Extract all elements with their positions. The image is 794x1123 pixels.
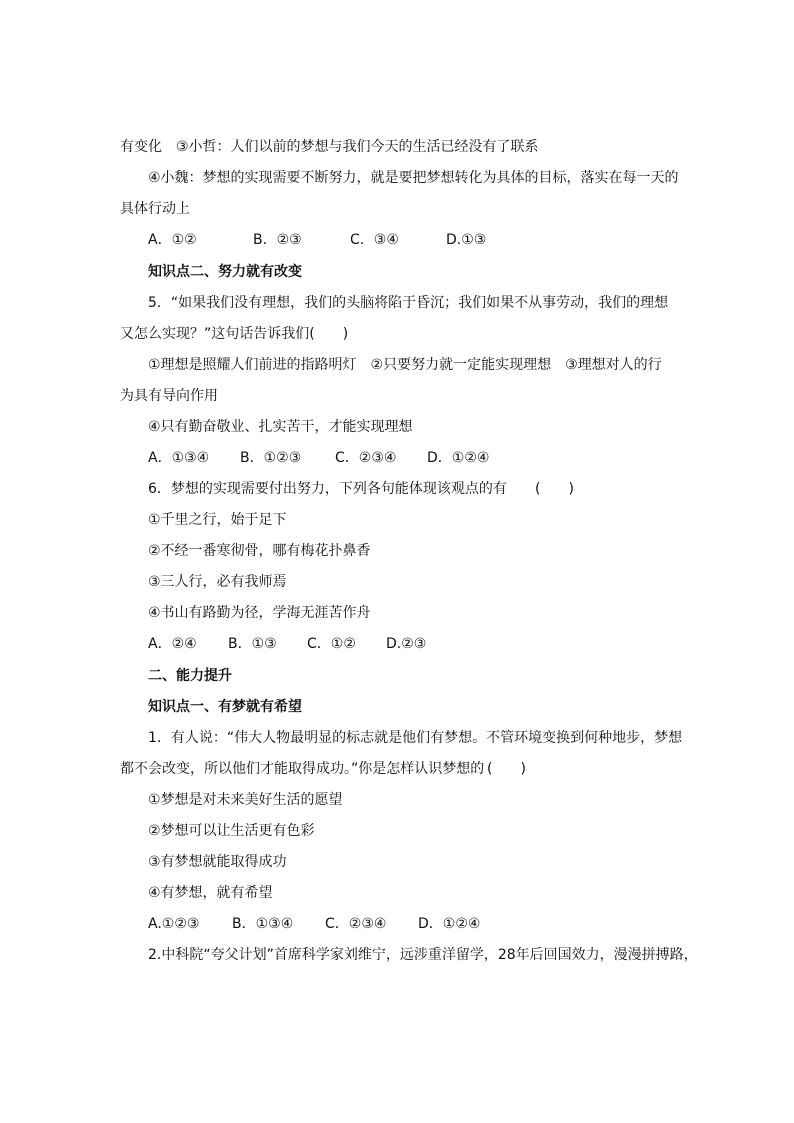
- option-a: A．①③④: [148, 450, 210, 466]
- text-line: 为具有导向作用: [120, 388, 218, 404]
- option-a: A.①②③: [148, 916, 200, 932]
- text-line: ①理想是照耀人们前进的指路明灯 ②只要努力就一定能实现理想 ③理想对人的行: [148, 357, 662, 373]
- option-d: D．①②④: [418, 916, 481, 932]
- text-line: ④书山有路勤为径，学海无涯苦作舟: [148, 605, 371, 621]
- question-5: 5．“如果我们没有理想，我们的头脑将陷于昏沉；我们如果不从事劳动，我们的理想: [148, 295, 669, 311]
- option-c: C．②③④: [335, 450, 397, 466]
- text-line: ①千里之行，始于足下: [148, 512, 287, 528]
- question-6: 6．梦想的实现需要付出努力，下列各句能体现该观点的有: [148, 481, 507, 497]
- question-2: 2.中科院“夸父计划”首席科学家刘维宁，远涉重洋留学，28年后回国效力，漫漫拼搏路，: [148, 947, 698, 963]
- option-c: C．②③④: [325, 916, 387, 932]
- option-c: C．①②: [307, 636, 356, 652]
- option-c: C．③④: [350, 232, 399, 248]
- text-line: 又怎么实现？”这句话告诉我们( ): [120, 326, 349, 342]
- option-d: D.①③: [446, 232, 487, 248]
- option-a: A．①②: [148, 232, 197, 248]
- text-line: ④只有勤奋敬业、扎实苦干，才能实现理想: [148, 419, 413, 435]
- answer-brackets: ( ): [535, 481, 574, 497]
- text-line: ②不经一番寒彻骨，哪有梅花扑鼻香: [148, 543, 371, 559]
- text-line: ②梦想可以让生活更有色彩: [148, 823, 315, 839]
- text-line: 有变化 ③小哲：人们以前的梦想与我们今天的生活已经没有了联系: [120, 139, 539, 155]
- text-line: ④小魏：梦想的实现需要不断努力，就是要把梦想转化为具体的目标，落实在每一天的: [148, 170, 679, 186]
- answer-brackets: ( ): [487, 761, 526, 777]
- section-heading: 二、能力提升: [148, 668, 232, 684]
- option-a: A．②④: [148, 636, 197, 652]
- text-line: 具体行动上: [120, 201, 190, 217]
- option-d: D．①②④: [427, 450, 490, 466]
- text-line: ④有梦想，就有希望: [148, 885, 273, 901]
- section-heading: 知识点一、有梦就有希望: [148, 699, 302, 715]
- option-b: B．①②③: [240, 450, 302, 466]
- option-b: B．①③④: [232, 916, 294, 932]
- option-b: B．①③: [228, 636, 277, 652]
- question-1: 1．有人说：“伟大人物最明显的标志就是他们有梦想。不管环境变换到何种地步，梦想: [148, 730, 683, 746]
- text-line: ③有梦想就能取得成功: [148, 854, 287, 870]
- text-line: ①梦想是对未来美好生活的愿望: [148, 792, 343, 808]
- option-d: D.②③: [386, 636, 427, 652]
- text-line: ③三人行，必有我师焉: [148, 574, 287, 590]
- option-b: B．②③: [253, 232, 302, 248]
- section-heading: 知识点二、努力就有改变: [148, 264, 302, 280]
- text-line: 都不会改变，所以他们才能取得成功。”你是怎样认识梦想的: [120, 761, 485, 777]
